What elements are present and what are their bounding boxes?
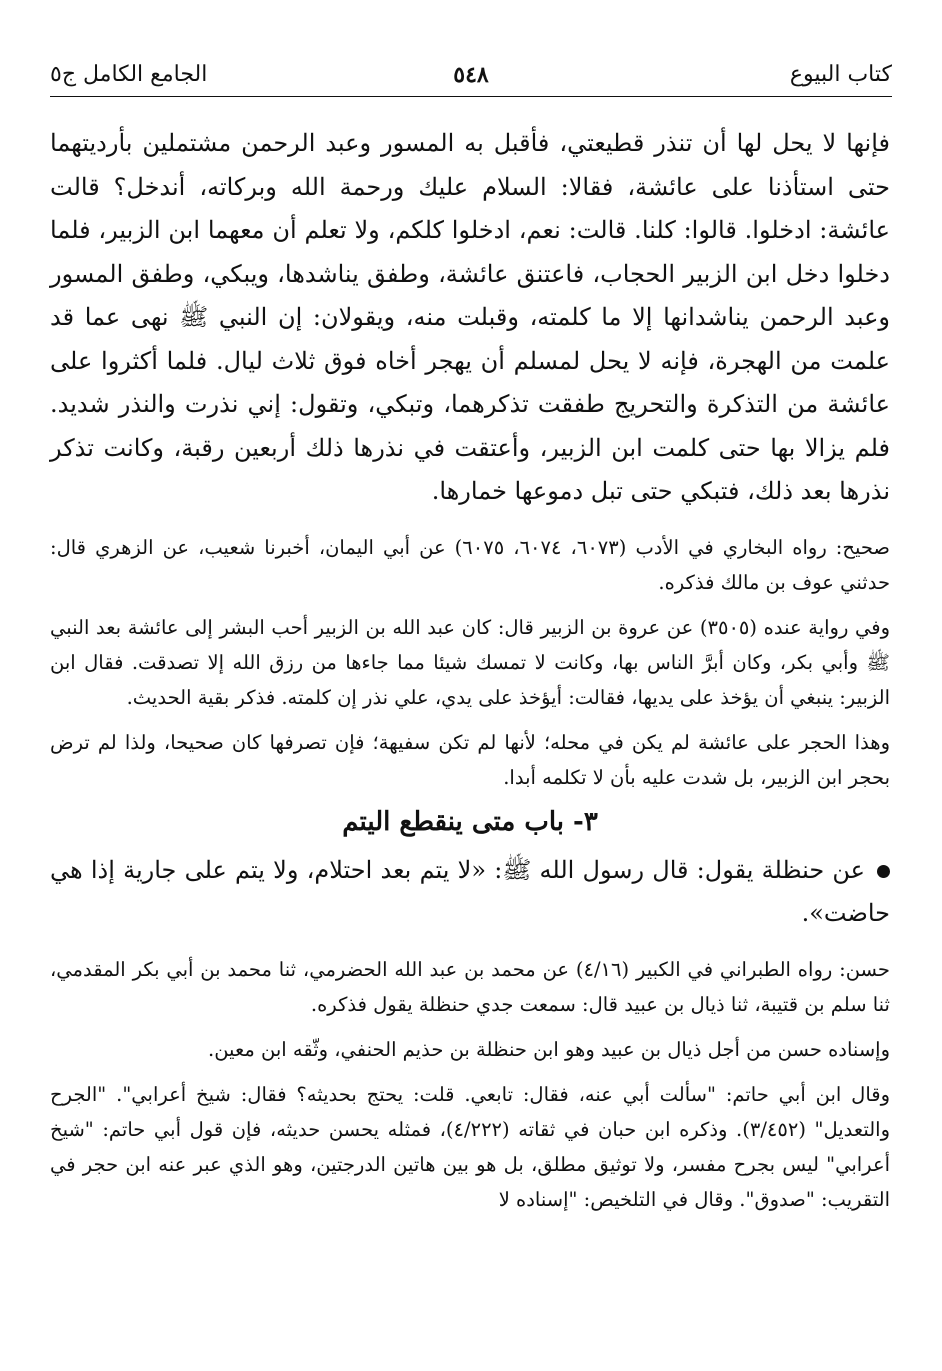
note-paragraph: وإسناده حسن من أجل ذيال بن عبيد وهو ابن حنظلة بن حذيم الحنفي، وثّقه ابن معين. (208, 1037, 890, 1061)
chapter-heading: ٣- باب متى ينقطع اليتم (342, 806, 598, 837)
note-paragraph: وفي رواية عنده (٣٥٠٥) عن عروة بن الزبير قال: كان عبد الله بن الزبير أحب البشر إلى عائشة بعد النبي ﷺ وأبي بكر، وكان أبرَّ الناس بها، وكانت لا تمسك شيئا مما جاءها من رزق الله إلا تصدقت. فقال ابن الزبير: ينبغي أن يؤخذ على يديها، فقالت: أيؤخذ على يدي، علي نذر إن كلمته. فذكر بقية الحديث. (50, 615, 890, 709)
hadith-text: عن حنظلة يقول: قال رسول الله ﷺ: «لا يتم بعد احتلام، ولا يتم على جارية إذا هي حاضت». (50, 855, 890, 927)
main-paragraph: فإنها لا يحل لها أن تنذر قطيعتي، فأقبل به المسور وعبد الرحمن مشتملين بأرديتهما حتى استأذنا على عائشة، فقالا: السلام عليك ورحمة الله وبركاته، أندخل؟ قالت عائشة: ادخلوا. قالوا: كلنا. قالت: نعم، ادخلوا كلكم، ولا تعلم أن معهما ابن الزبير، فلما دخلوا دخل ابن الزبير الحجاب، فاعتنق عائشة، وطفق يناشدها، ويبكي، وطفق المسور وعبد الرحمن يناشدانها إلا ما كلمته، وقبلت منه، ويقولان: إن النبي ﷺ نهى عما قد علمت من الهجرة، فإنه لا يحل لمسلم أن يهجر أخاه فوق ثلاث ليال. فلما أكثروا على عائشة من التذكرة والتحريج طفقت تذكرهما، وتبكي، وتقول: إني نذرت والنذر شديد. فلم يزالا بها حتى كلمت ابن الزبير، وأعتقت في نذرها ذلك أربعين رقبة، وكانت تذكر نذرها بعد ذلك، فتبكي حتى تبل دموعها خمارها. (50, 129, 891, 505)
note-paragraph: وقال ابن أبي حاتم: "سألت أبي عنه، فقال: تابعي. قلت: يحتج بحديثه؟ فقال: شيخ أعرابي". "الجرح والتعديل" (٣/٤٥٢). وذكره ابن حبان في ثقاته (٤/٢٢٢)، فمثله يحسن حديثه، فإن قول أبي حاتم: "شيخ أعرابي" ليس بجرح مفسر، ولا توثيق مطلق، بل هو بين هاتين الدرجتين، وهو الذي عبر عنه ابن حجر في التقريب: "صدوق". وقال في التلخيص: "إسناده لا (50, 1082, 890, 1211)
header-divider (50, 96, 892, 97)
note-paragraph: صحيح: رواه البخاري في الأدب (٦٠٧٣، ٦٠٧٤، ٦٠٧٥) عن أبي اليمان، أخبرنا شعيب، عن الزهري قال: حدثني عوف بن مالك فذكره. (50, 535, 890, 594)
book-section-title: كتاب البيوع (789, 62, 892, 87)
page-number: ٥٤٨ (453, 62, 489, 88)
book-volume-title: الجامع الكامل ج٥ (50, 62, 208, 87)
hadith-paragraph (50, 849, 890, 936)
running-header (50, 60, 892, 100)
bullet-icon (877, 865, 890, 878)
note-paragraph: وهذا الحجر على عائشة لم يكن في محله؛ لأنها لم تكن سفيهة؛ فإن تصرفها كان صحيحا، ولذا لم ترض بحجر ابن الزبير، بل شدت عليه بأن لا تكلمه أبدا. (50, 730, 890, 789)
note-paragraph: حسن: رواه الطبراني في الكبير (٤/١٦) عن محمد بن عبد الله الحضرمي، ثنا محمد بن أبي بكر المقدمي، ثنا سلم بن قتيبة، ثنا ذيال بن عبيد قال: سمعت جدي حنظلة يقول فذكره. (50, 957, 890, 1016)
page-body (50, 122, 890, 1217)
